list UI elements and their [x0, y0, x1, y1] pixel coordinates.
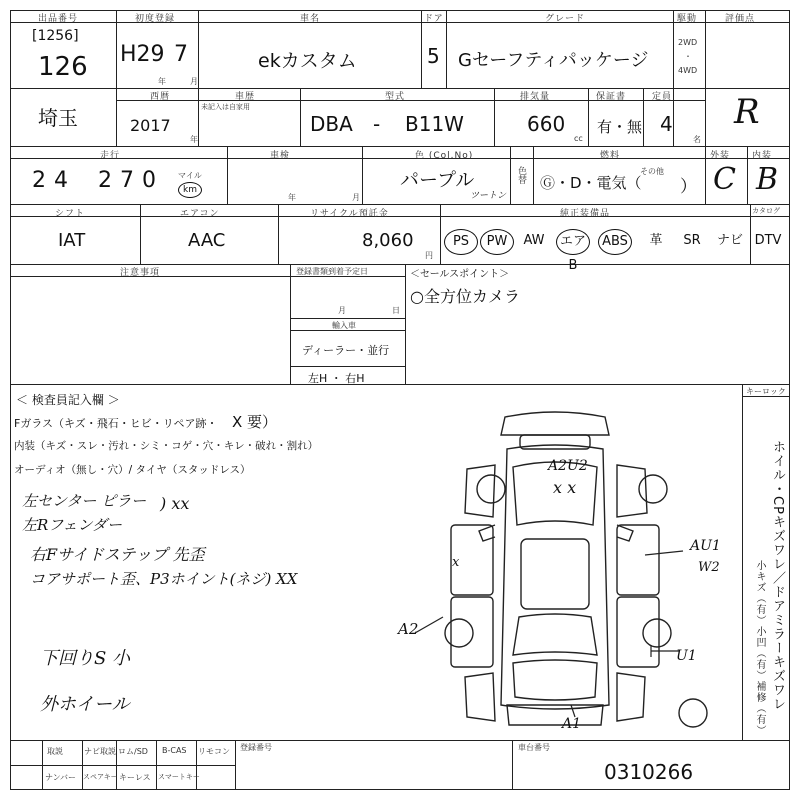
mileage-digit: 7	[120, 168, 134, 193]
color-label: 色 (Col.No)	[415, 151, 474, 161]
due-day: 日	[392, 306, 400, 315]
color-change-label: 色替	[516, 166, 526, 184]
handwritten-note-2b: ) xx	[160, 494, 190, 513]
due-label: 登録書類到着予定日	[296, 267, 368, 276]
exterior-grade: C	[713, 162, 736, 197]
color-value: パープル	[400, 169, 475, 191]
legend-text: ホイル・CPキズワレ／ドアミラーキズワレ	[770, 440, 785, 711]
steering-value: 左H ・ 右H	[308, 372, 365, 385]
car-name: ekカスタム	[258, 50, 357, 72]
drive-2wd: 2WD	[678, 38, 698, 47]
score-label: 評価点	[725, 14, 756, 24]
shift-label: シフト	[55, 209, 86, 219]
handwritten-note-4: コアサポート歪、P3ホイント(ネジ) XX	[30, 570, 298, 588]
warranty-label: 保証書	[596, 92, 627, 102]
glass-mark: X 要）	[232, 413, 278, 431]
model-code: B11W	[405, 112, 464, 136]
lot-sub-number: [1256]	[32, 28, 79, 44]
mark-u1: U1	[676, 648, 697, 664]
mark-xx-top: x x	[553, 478, 577, 497]
mark-a2u2: A2U2	[548, 458, 588, 474]
equip-sunroof: SR	[683, 233, 701, 248]
mark-a2: A2	[398, 620, 419, 638]
equip-label: 純正装備品	[560, 209, 611, 219]
yen-unit: 円	[425, 251, 433, 260]
equip-dtv: DTV	[754, 233, 782, 248]
warranty-value: 有・無	[597, 118, 643, 136]
handwritten-note-5: 下回りS 小	[40, 648, 131, 669]
km-unit	[178, 182, 202, 198]
capacity-unit: 名	[693, 135, 701, 144]
equip-leather: 革	[649, 233, 663, 248]
footer-manual: 取説	[47, 747, 63, 756]
ac-label: エアコン	[180, 209, 220, 219]
exterior-label: 外装	[710, 151, 731, 161]
cc-unit: cc	[574, 134, 583, 143]
footer-navi-manual: ナビ取説	[84, 747, 116, 756]
grade-value: Gセーフティパッケージ	[458, 50, 649, 71]
capacity-value: 4	[660, 112, 673, 136]
interior-grade: B	[756, 162, 779, 197]
recycle-label: リサイクル預託金	[310, 209, 389, 219]
equip-abs: ABS	[598, 229, 632, 255]
mark-au1: AU1	[690, 538, 721, 554]
sales-label: ＜セールスポイント＞	[410, 269, 510, 280]
owner-sub: 未記入は自家用	[201, 103, 250, 111]
mileage-digits	[28, 168, 160, 193]
chassis-label: 車台番号	[518, 743, 550, 752]
door-label: ドア	[424, 14, 444, 24]
footer-smart-key: スマートキー	[158, 773, 200, 781]
handwritten-note-3: 右Fサイドステップ 先歪	[30, 545, 205, 564]
legend-text-2: 小キズ（有）小凹（有）補修（有）	[754, 560, 765, 736]
handwritten-note-1: 左センター ピラー	[22, 492, 147, 510]
grade-label: グレード	[545, 14, 586, 24]
km-unit-text: km	[183, 185, 197, 195]
year-label: 西暦	[150, 92, 171, 102]
fuel-close: ）	[680, 177, 697, 197]
capacity-label: 定員	[652, 92, 673, 102]
color-note: ツートン	[470, 191, 507, 201]
footer-bcas: B-CAS	[162, 746, 187, 755]
equip-aw: AW	[523, 233, 545, 248]
score-value: R	[734, 92, 760, 132]
drive-dot: ・	[684, 52, 692, 61]
equip-airbag: エアB	[556, 229, 590, 255]
drive-4wd: 4WD	[678, 66, 698, 75]
mileage-label: 走行	[100, 151, 121, 161]
type-label: 型式	[385, 92, 406, 102]
due-month: 月	[338, 306, 346, 315]
footer-remote: リモコン	[198, 747, 230, 756]
mark-a1: A1	[562, 716, 582, 732]
chassis-number: 0310266	[604, 760, 694, 784]
interior-label: 内装	[752, 151, 773, 161]
inspection-year-unit: 年	[288, 193, 296, 202]
model-prefix: DBA	[310, 112, 353, 136]
audio-tire-line: オーディオ（無し・穴）/ タイヤ（スタッドレス）	[14, 464, 251, 476]
inspection-label: 車検	[270, 151, 291, 161]
mileage-digit: 4	[54, 168, 68, 193]
mileage-digit: 2	[32, 168, 46, 193]
equip-navi: ナビ	[716, 233, 743, 248]
region: 埼玉	[38, 106, 78, 130]
year-value: 2017	[130, 116, 171, 135]
interior-line: 内装（キズ・スレ・汚れ・シミ・コゲ・穴・キレ・破れ・割れ）	[14, 440, 319, 452]
reg-no-label: 登録番号	[240, 743, 272, 752]
inspection-month-unit: 月	[352, 193, 360, 202]
lot-label: 出品番号	[38, 14, 79, 24]
cc-label: 排気量	[520, 92, 551, 102]
mileage-digit: 0	[142, 168, 156, 193]
footer-spare-key: スペアキー	[83, 773, 118, 781]
sales-point: ○全方位カメラ	[410, 287, 520, 306]
fuel-options: Ⓖ・D・電気（	[540, 174, 642, 192]
footer-keyless: キーレス	[119, 773, 151, 782]
footer-rom-sd: ロム/SD	[118, 747, 148, 756]
shift-value: IAT	[58, 230, 86, 251]
drive-label: 駆動	[677, 14, 698, 24]
first-reg-month: 7	[174, 42, 188, 67]
catalog-label: カタログ	[752, 207, 780, 215]
owner-label: 車歴	[235, 92, 256, 102]
fuel-other-label: その他	[640, 167, 664, 176]
displacement: 660	[527, 112, 566, 136]
import-label: 輸入車	[332, 321, 356, 330]
glass-line: Fガラス（キズ・飛石・ヒビ・リペア跡・	[14, 417, 218, 430]
caution-label: 注意事項	[120, 268, 161, 278]
inspection-title: ＜ 検査員記入欄 ＞	[16, 393, 120, 407]
model-dash: -	[373, 112, 381, 136]
fuel-label: 燃料	[600, 151, 621, 161]
model-label: 車名	[300, 14, 321, 24]
handwritten-note-6: 外ホイール	[40, 694, 130, 715]
door-count: 5	[427, 44, 440, 68]
footer-number: ナンバー	[45, 773, 77, 782]
recycle-value: 8,060	[362, 230, 414, 251]
ac-value: AAC	[188, 230, 226, 251]
equip-pw: PW	[480, 229, 514, 255]
first-reg-label: 初度登録	[135, 14, 176, 24]
first-reg-era: H29	[120, 42, 165, 67]
mileage-digit: 2	[98, 168, 112, 193]
year-unit-2: 年	[190, 135, 198, 144]
import-value: ディーラー・並行	[302, 344, 390, 357]
equip-ps: PS	[444, 229, 478, 255]
mark-w2: W2	[698, 560, 720, 575]
keylock-label: キーロック	[746, 387, 786, 396]
handwritten-note-2: 左Rフェンダー	[22, 516, 122, 534]
month-unit: 月	[190, 77, 198, 86]
year-unit: 年	[158, 77, 166, 86]
lot-number: 126	[38, 52, 88, 82]
mark-x-left: x	[452, 555, 460, 570]
car-diagram	[395, 405, 740, 735]
mile-unit: マイル	[178, 171, 202, 180]
